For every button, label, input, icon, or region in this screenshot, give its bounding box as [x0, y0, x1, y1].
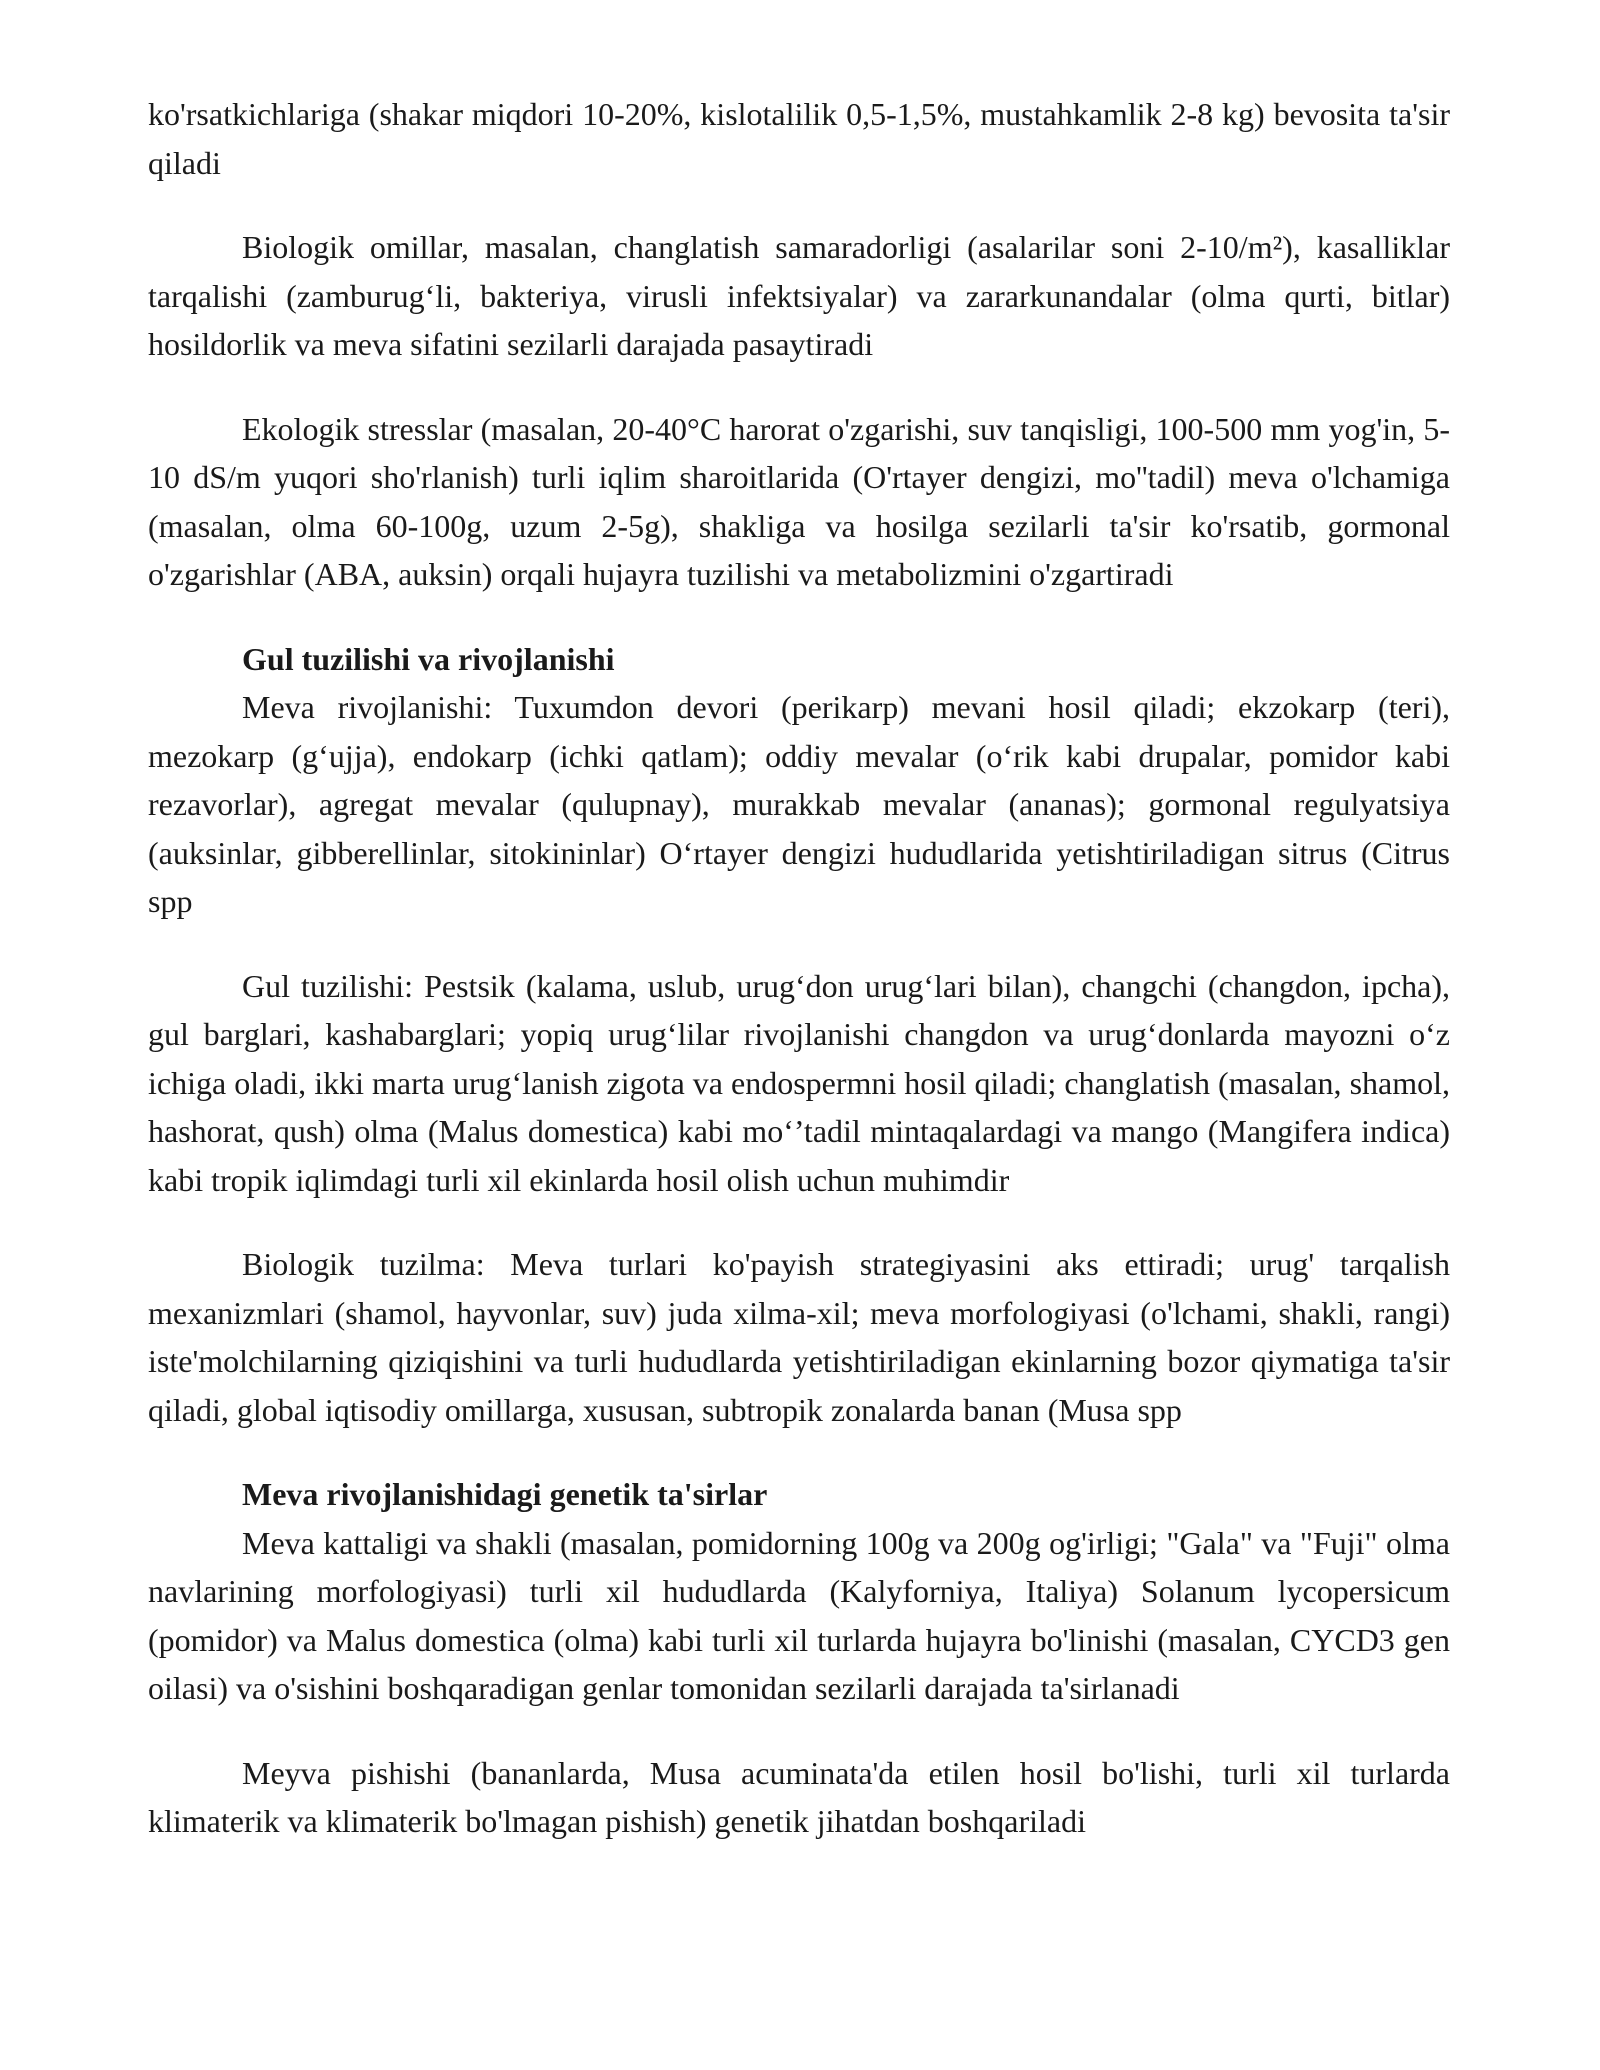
paragraph-fruit-development: Meva rivojlanishi: Tuxumdon devori (perikarp) mevani hosil qiladi; ekzokarp (teri), mezokarp (g‘ujja), endokarp (ichki qatlam); oddiy mevalar (o‘rik kabi drupalar, pomidor kabi rezavorlar), agregat mevalar (qulupnay), murakkab mevalar (ananas); gormonal regulyatsiya (auksinlar, gibberellinlar, sitokininlar) O‘rtayer dengizi hududlarida yetishtiriladigan sitrus (Citrus spp — [148, 689, 1450, 919]
paragraph-fruit-size-shape: Meva kattaligi va shakli (masalan, pomidorning 100g va 200g og'irligi; "Gala" va "Fuji" olma navlarining morfologiyasi) turli xil hududlarda (Kalyforniya, Italiya) Solanum lycopersicum (pomidor) va Malus domestica (olma) kabi turli xil turlarda hujayra bo'linishi (masalan, CYCD3 gen oilasi) va o'sishini boshqaradigan genlar tomonidan sezilarli darajada ta'sirlanadi — [148, 1524, 1450, 1706]
paragraph-ecological-stress: Ekologik stresslar (masalan, 20-40°C harorat o'zgarishi, suv tanqisligi, 100-500 mm yog'in, 5-10 dS/m yuqori sho'rlanish) turli iqlim sharoitlarida (O'rtayer dengizi, mo''tadil) meva o'lchamiga (masalan, olma 60-100g, uzum 2-5g), shakliga va hosilga sezilarli ta'sir ko'rsatib, gormonal o'zgarishlar (ABA, auksin) orqali hujayra tuzilishi va metabolizmini o'zgartiradi — [148, 410, 1450, 592]
section-genetic-effects — [148, 1470, 1450, 1713]
paragraph-flower-structure: Gul tuzilishi: Pestsik (kalama, uslub, urug‘don urug‘lari bilan), changchi (changdon, ipcha), gul barglari, kashabarglari; yopiq urug‘lilar rivojlanishi changdon va urug‘donlarda mayozni o‘z ichiga oladi, ikki marta urug‘lanish zigota va endospermni hosil qiladi; changlatish (masalan, shamol, hashorat, qush) olma (Malus domestica) kabi mo‘’tadil mintaqalardagi va mango (Mangifera indica) kabi tropik iqlimdagi turli xil ekinlarda hosil olish uchun muhimdir — [148, 967, 1450, 1198]
paragraph-continuation: ko'rsatkichlariga (shakar miqdori 10-20%, kislotalilik 0,5-1,5%, mustahkamlik 2-8 kg) bevosita ta'sir qiladi — [148, 96, 1450, 181]
section-heading-flower-structure: Gul tuzilishi va rivojlanishi — [242, 640, 615, 677]
paragraph-biological-structure: Biologik tuzilma: Meva turlari ko'payish strategiyasini aks ettiradi; urug' tarqalish mexanizmlari (shamol, hayvonlar, suv) juda xilma-xil; meva morfologiyasi (o'lchami, shakli, rangi) iste'molchilarning qiziqishini va turli hududlarda yetishtiriladigan ekinlarning bozor qiymatiga ta'sir qiladi, global iqtisodiy omillarga, xususan, subtropik zonalarda banan (Musa spp — [148, 1246, 1450, 1428]
section-heading-genetic-effects: Meva rivojlanishidagi genetik ta'sirlar — [242, 1476, 768, 1512]
section-flower-structure — [148, 635, 1450, 926]
paragraph-biological-factors: Biologik omillar, masalan, changlatish samaradorligi (asalarilar soni 2-10/m²), kasalliklar tarqalishi (zamburug‘li, bakteriya, virusli infektsiyalar) va zararkunandalar (olma qurti, bitlar) hosildorlik va meva sifatini sezilarli darajada pasaytiradi — [148, 229, 1450, 362]
paragraph-fruit-ripening: Meyva pishishi (bananlarda, Musa acuminata'da etilen hosil bo'lishi, turli xil turlarda klimaterik va klimaterik bo'lmagan pishish) genetik jihatdan boshqariladi — [148, 1754, 1450, 1839]
document-page — [148, 90, 1450, 1882]
